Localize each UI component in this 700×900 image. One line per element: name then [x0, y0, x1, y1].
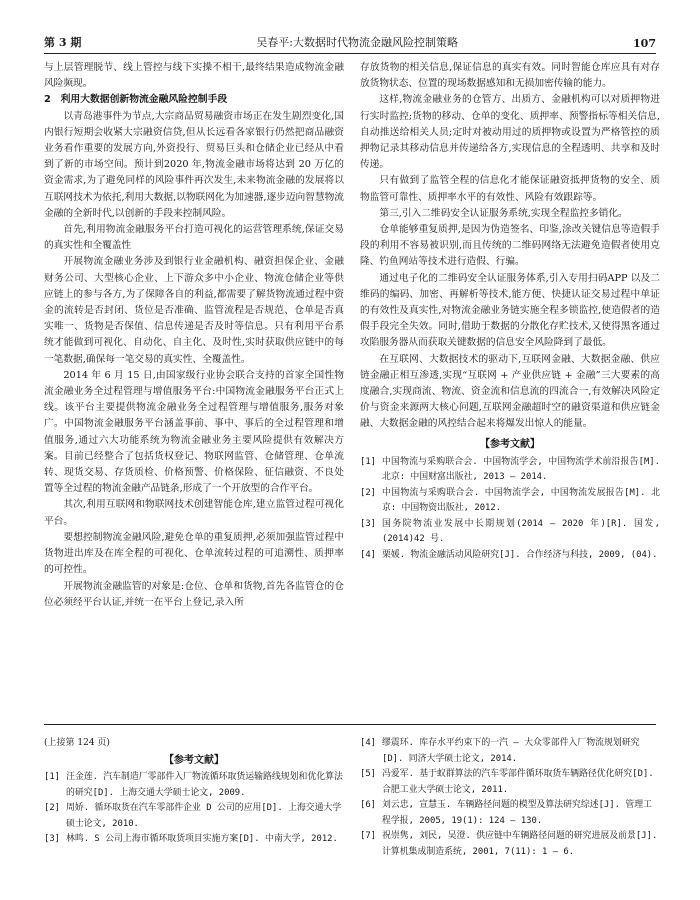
- reference-item: [360, 736, 660, 767]
- reference-item: [44, 770, 344, 801]
- running-header: [44, 30, 656, 54]
- reference-item: [360, 767, 660, 798]
- references-title: 【参考文献】: [164, 754, 224, 766]
- reference-text: 周娇. 循环取货在汽车零部件企业 D 公司的应用[D]. 上海交通大学硕士论文, 2010.: [66, 803, 342, 829]
- bottom-right-references: [360, 736, 660, 860]
- reference-item: [360, 517, 660, 548]
- reference-item: [360, 455, 660, 486]
- reference-item: [360, 548, 660, 564]
- reference-number: [5]: [360, 769, 377, 779]
- continued-from-note: (上接第 124 页): [44, 738, 110, 748]
- paragraph: 在互联网、大数据技术的驱动下,互联网金融、大数据金融、供应链金融正相互渗透,实现“互联网 + 产业供应链 + 金融”三大要素的高度融合,实现商流、物流、资金流和信息流的四流合一,有效解决风险定价与资金来源两大核心问题,互联网金融超时空的融资渠道和供应链金融、大数据金融的风控结合起来将爆发出惊人的能量。: [360, 353, 660, 430]
- reference-number: [3]: [44, 834, 61, 844]
- right-column: [360, 60, 660, 563]
- reference-number: [2]: [360, 487, 377, 498]
- paragraph: 通过电子化的二维码安全认证服务体系,引入专用扫码APP 以及二维码的编码、加密、再解析等技术,能方便、快捷认证交易过程中单证的有效性及真实性,对物流金融业务链实施全程多锁监控,使造假者的造假手段完全失效。同时,借助于数据的分散化存贮技术,又使得黑客通过攻陷服务器从而获取关键数据的信息安全风险降到了最低。: [360, 272, 660, 349]
- reference-number: [1]: [44, 772, 61, 782]
- paragraph: 这样,物流金融业务的仓管方、出质方、金融机构可以对质押物进行实时监控;货物的移动、仓单的变化、质押率、预警指标等相关信息,自动推送给相关人员;定时对被动用过的质押物或设置为严格管控的质押物记录其移动信息并传递给各方,实现信息的全程透明、共享和及时传递。: [360, 94, 660, 171]
- reference-number: [1]: [360, 456, 377, 467]
- reference-text: 中国物流与采购联合会. 中国物流学会, 中国物流学术前沿报告[M]. 北京: 中国财富出版社, 2013 – 2014.: [382, 456, 660, 483]
- reference-number: [7]: [360, 831, 377, 841]
- references-title: 【参考文献】: [480, 438, 540, 450]
- paragraph: 2014 年 6 月 15 日,由国家级行业协会联合支持的首家全国性物流金融业务全过程管理与增值服务平台:中国物流金融服务平台正式上线。该平台主要提供物流金融业务全过程管理与增值服务,服务对象广。中国物流金融服务平台涵盖事前、事中、事后的全过程管理和增值服务,通过六大功能系统为物流金融业务主要风险提供有效解决方案。目前已经整合了包括货权登记、物联网监管、仓储管理、仓单流转、现货交易、存货质检、价格预警、价格保险、征信融资、不良处置等全过程的物流金融产品链条,形成了一个开放型的合作平台。: [44, 369, 344, 495]
- reference-number: [4]: [360, 738, 377, 748]
- reference-text: 祝崇隽, 刘民, 吴澄. 供应链中车辆路径问题的研究进展及前景[J]. 计算机集成制造系统, 2001, 7(11): 1 – 6.: [382, 831, 658, 857]
- page-number: 107: [633, 37, 656, 50]
- reference-text: 国务院物流业发展中长期规划(2014 – 2020 年)[R]. 国发, (2014)42 号.: [382, 518, 660, 545]
- running-title: 吴春平:大数据时代物流金融风险控制策略: [256, 36, 459, 49]
- paragraph: 存放货物的相关信息,保证信息的真实有效。同时智能仓库应具有对存放货物状态、位置的现场数据感知和无损加密传输的能力。: [360, 62, 660, 90]
- paragraph: 开展物流金融业务涉及到银行业金融机构、融资担保企业、金融财务公司、大型核心企业、上下游众多中小企业、物流仓储企业等供应链上的参与各方,为了保障各自的利益,都需要了解货物流通过程中资金的流转是否封闭、货位是否准确、监管流程是否规范、仓单是否真实唯一、货物是否保值、信息传递是否及时等信息。只有利用平台系统才能做到可视化、自动化、自主化、及时性,实时获取供应链中的每一笔数据,确保每一笔交易的真实性、全覆盖性。: [44, 256, 344, 365]
- reference-text: 栗媛. 物流金融活动风险研究[J]. 合作经济与科技, 2009, (04).: [382, 549, 658, 560]
- paragraph: 开展物流金融监管的对象是:仓位、仓单和货物,首先各监管仓的仓位必须经平台认证,并统一在平台上登记,录入所: [44, 580, 344, 608]
- section-divider: [44, 724, 656, 725]
- reference-number: [6]: [360, 800, 377, 810]
- reference-text: 汪金莲. 汽车制造厂零部件入厂物流循环取货运输路线规划和优化算法的研究[D]. 上海交通大学硕士论文, 2009.: [66, 772, 343, 798]
- reference-item: [360, 829, 660, 860]
- reference-text: 林鸣. S 公司上海市循环取货项目实施方案[D]. 中南大学, 2012.: [66, 834, 338, 844]
- reference-number: [3]: [360, 518, 377, 529]
- reference-text: 冯爱军. 基于蚁群算法的汽车零部件循环取货车辆路径优化研究[D]. 合肥工业大学硕士论文, 2011.: [382, 769, 654, 795]
- paragraph: 要想控制物流金融风险,避免仓单的重复质押,必须加强监管过程中货物进出库及在库全程的可视化、仓单流转过程的可追溯性、质押率的可控性。: [44, 531, 344, 576]
- reference-text: 中国物流与采购联合会. 中国物流学会, 中国物流发展报告[M]. 北京: 中国物资出版社, 2012.: [382, 487, 660, 514]
- reference-item: [360, 798, 660, 829]
- paragraph: 第三,引入二维码安全认证服务系统,实现全程监控多销化。: [379, 207, 628, 219]
- reference-text: 刘云忠, 宣慧玉. 车辆路径问题的模型及算法研究综述[J]. 管理工程学报, 2005, 19(1): 124 – 130.: [382, 800, 652, 826]
- bottom-left-references: [44, 736, 344, 848]
- reference-number: [4]: [360, 549, 377, 560]
- paragraph: 与上层管理脱节、线上管控与线下实操不相干,最终结果造成物流金融风险频现。: [44, 62, 344, 90]
- issue-number: 第 3 期: [44, 36, 82, 49]
- reference-number: [2]: [44, 803, 61, 813]
- paragraph: 只有做到了监管全程的信息化才能保证融资抵押货物的安全、质物监管可靠性、质押率水平的有效性、风险有效跟踪等。: [360, 175, 660, 203]
- reference-item: [44, 801, 344, 832]
- left-column: [44, 60, 344, 611]
- paragraph: 仓单能够重复质押,是因为伪造签名、印鉴,涂改关键信息等造假手段的利用不容易被识别,而且传统的二维码网络无法避免造假者使用克隆、钓鱼网站等技术进行造假、行骗。: [360, 224, 660, 268]
- reference-text: 缪震环. 库存水平约束下的一汽 – 大众零部件入厂物流规划研究[D]. 同济大学硕士论文, 2014.: [382, 738, 640, 764]
- reference-item: [44, 832, 344, 848]
- reference-item: [360, 486, 660, 517]
- paragraph: 其次,利用互联网和物联网技术创建智能仓库,建立监管过程可视化平台。: [44, 499, 344, 527]
- paragraph: 首先,利用物流金融服务平台打造可视化的运营管理系统,保证交易的真实性和全覆盖性: [44, 224, 344, 252]
- paragraph: 以青岛港事件为节点,大宗商品贸易融资市场正在发生剧烈变化,国内银行短期会收紧大宗融资信贷,但从长远看各家银行仍然把商品融资业务看作重要的发展方向,外资投行、贸易巨头和仓储企业已经从中看到了新的市场空间。预计到2020 年,物流金融市场将达到 20 万亿的资金需求,为了避免同样的风险事件再次发生,未来物流金融的发展将以互联网技术为依托,利用大数据,以物联网化为加速器,逐步迈向智慧物流金融的全新时代,以创新的手段来控制风险。: [44, 110, 344, 219]
- section-heading: 2 利用大数据创新物流金融风险控制手段: [44, 94, 228, 106]
